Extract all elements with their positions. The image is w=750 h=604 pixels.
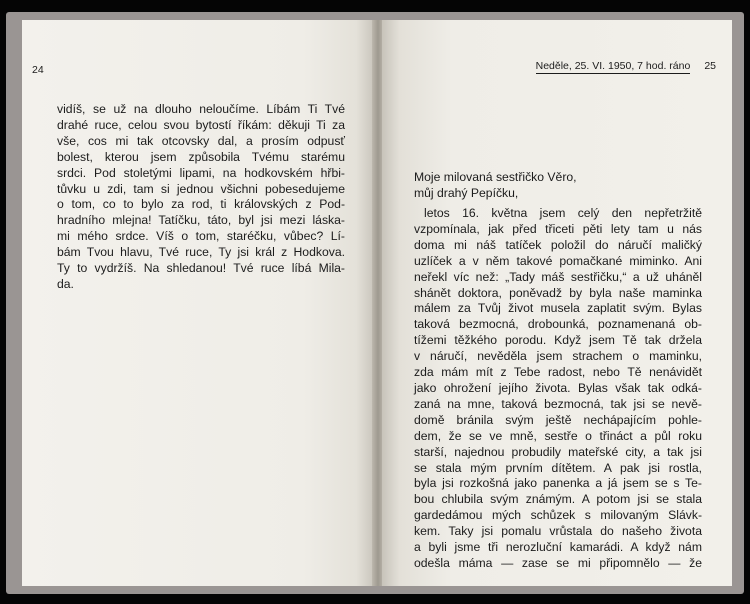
salutation-line: můj drahý Pepíčku, — [414, 185, 519, 200]
text-line: letos 16. května jsem celý den nepřetržitě — [424, 206, 702, 220]
text-line: dem, že se ve mně, sestře o třináct a půl roku — [414, 428, 702, 443]
text-line: o tom, co to bylo za rod, ti královských z Pod- — [57, 197, 345, 212]
text-line: domě bránila svým ještě nechápajícím pohle- — [414, 412, 702, 427]
text-line: tůvku u zdi, tam si jednou všichni pobesedujeme — [57, 181, 345, 196]
salutation-line: Moje milovaná sestřičko Věro, — [414, 170, 577, 184]
text-line: Ty to vydržíš. Na shledanou! Tvé ruce líbá Mila- — [57, 261, 345, 276]
running-head-title: Neděle, 25. VI. 1950, 7 hod. ráno — [535, 60, 691, 72]
left-page-text — [57, 102, 345, 293]
text-line: doma mi náš tatíček položil do náručí maličký — [414, 237, 702, 252]
text-line: srdci. Pod stoletými lipami, na hodkovském hřbi- — [57, 165, 345, 180]
running-head — [536, 60, 716, 73]
text-line: se stala mým prvním dítětem. A pak jsi rostla, — [414, 460, 702, 475]
page-number-left: 24 — [32, 64, 44, 76]
text-line: jako ohrožení jejího života. Bylas však tak odká- — [414, 380, 702, 395]
text-line: málem za Tvůj život musela zaplatit svým. Bylas — [414, 301, 702, 316]
right-page-text — [414, 206, 702, 572]
text-line: zaná na mne, taková bezmocná, tak jsi se nevě- — [414, 396, 702, 411]
text-line: gardedámou mých schůzek s milovaným Slávk- — [414, 508, 702, 523]
text-line: uzlíček a v něm takové pomačkané miminko. Ani — [414, 253, 702, 268]
text-line: da. — [57, 276, 74, 291]
page-number-right: 25 — [704, 60, 716, 72]
text-line: byla jsi rozkošná jako panenka a já jsem se s Te- — [414, 476, 702, 491]
text-line: vidíš, se už na dlouho neloučíme. Líbám Ti Tvé — [57, 102, 345, 116]
text-line: bám Tvou hlavu, Tvé ruce, Ty jsi král z Hodkova. — [57, 245, 345, 260]
text-line: starší, najednou probudily mateřské city, a tak jsi — [414, 444, 702, 459]
letter-salutation — [414, 170, 714, 202]
text-line: drahé ruce, celou svou bytostí říkám: děkuji Ti za — [57, 117, 345, 132]
left-page — [22, 20, 374, 586]
text-line: zda mám mít z Tebe radost, nebo Tě nenávidět — [414, 365, 702, 380]
text-line: kem. Taky jsi pomalu vrůstala do našeho života — [414, 524, 702, 539]
text-line: vzpomínala, jak před třiceti pěti lety tam u nás — [414, 221, 702, 236]
text-line: bolest, kterou jsem způsobila Tvému starému — [57, 149, 345, 164]
text-line: tížemi těžkého porodu. Když jsem Tě tak držela — [414, 333, 702, 348]
text-line: a byli jsme tři nerozluční kamarádi. A když nám — [414, 540, 702, 555]
text-line: taková bezmocná, drobounká, poznamenaná ob- — [414, 317, 702, 332]
text-line: bou chlubila svým známým. A potom jsi se stala — [414, 492, 702, 507]
text-line: neřekl víc než: „Tady máš sestřičku,“ a už uháněl — [414, 269, 702, 284]
text-line: shánět doktora, poněvadž by byla naše maminka — [414, 285, 702, 300]
text-line: mi mého srdce. Víš o tom, staréčku, vůbec? Lí- — [57, 229, 345, 244]
right-page — [382, 20, 732, 586]
text-line: v náručí, nevěděla jsem strachem o maminku, — [414, 349, 702, 364]
text-line: odešla máma — zase se mi připomnělo — že — [414, 555, 702, 570]
text-line: vše, cos mi tak otcovsky dal, a prosím odpusť — [57, 133, 345, 148]
text-line: hradního mlejna! Tatíčku, táto, byl jsi mezi láska- — [57, 213, 345, 228]
